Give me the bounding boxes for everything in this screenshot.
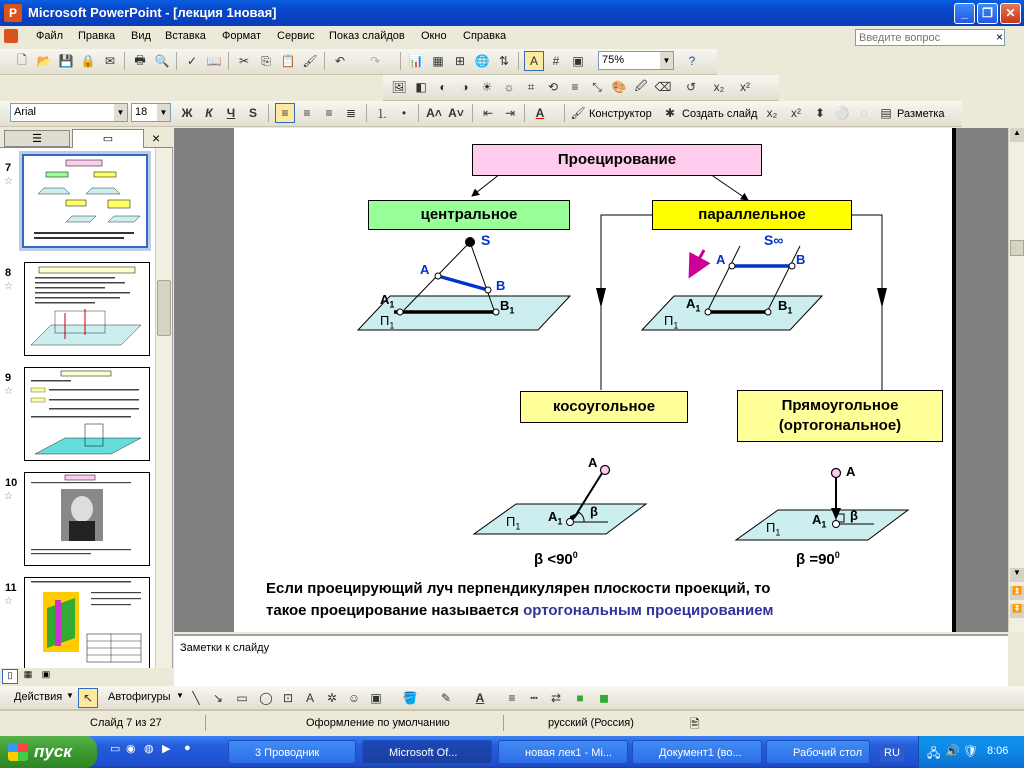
transition-star-icon: ☆ (4, 596, 13, 607)
design-template: Оформление по умолчанию (306, 717, 450, 729)
prev-slide-icon[interactable]: ⏫ (1010, 586, 1024, 600)
shrink-font-icon[interactable]: A˅ (448, 106, 464, 120)
slide-thumbnail-10[interactable] (24, 472, 150, 566)
chart-icon[interactable]: 📊 (408, 54, 424, 68)
redo-icon[interactable]: ↷ (369, 54, 381, 68)
label-B1-par: $B_1$ (778, 298, 793, 316)
clock: 8:06 (987, 745, 1009, 757)
window-title: Microsoft PowerPoint - [лекция 1новая] (28, 5, 277, 20)
designer-button[interactable]: Конструктор (589, 108, 652, 120)
notes-pane[interactable] (174, 634, 1008, 688)
opera-icon[interactable]: ● (184, 742, 191, 754)
formatting-toolbar (0, 101, 962, 127)
language-indicator[interactable]: RU (880, 744, 904, 762)
crop-icon[interactable]: ⌗ (527, 79, 535, 94)
taskbar-powerpoint[interactable]: Microsoft Of... (362, 740, 492, 764)
highlight-text: ортогональным проецированием (523, 602, 774, 619)
wordart-icon[interactable]: A (305, 691, 314, 705)
print-preview-icon[interactable]: 🔍 (154, 54, 170, 68)
cut-icon[interactable]: ✂ (238, 54, 250, 68)
format-picture-icon[interactable]: 🖉 (634, 78, 648, 93)
label-beta-eq-90: $\beta =90^0$ (796, 550, 840, 568)
spelling-icon[interactable]: ✓ (186, 54, 198, 68)
less-brightness-icon[interactable]: ☼ (503, 80, 515, 94)
slide-edge (952, 128, 956, 632)
taskbar-explorer[interactable]: 3 Проводник (228, 740, 356, 764)
rectangular-box[interactable] (737, 390, 943, 442)
label-A1-obl: $A_1$ (548, 509, 563, 527)
promote-icon[interactable]: ⬍ (814, 106, 826, 120)
new-slide-button[interactable]: Создать слайд (682, 108, 758, 120)
rectangle-icon[interactable]: ▭ (236, 691, 248, 705)
hyperlink-icon[interactable]: 🌐 (474, 54, 490, 68)
label-pi1-obl: $П_1$ (506, 514, 521, 532)
picture-icon[interactable]: ▣ (370, 691, 382, 705)
color-icon[interactable]: ◧ (415, 80, 427, 94)
menu-view[interactable]: Вид (131, 30, 151, 42)
menu-insert[interactable]: Вставка (165, 30, 206, 42)
standard-toolbar (0, 49, 717, 75)
format-painter-icon[interactable]: 🖌 (302, 54, 318, 68)
transition-star-icon: ☆ (4, 281, 13, 292)
label-B-par: B (796, 252, 806, 267)
decrease-indent-icon[interactable]: ⇤ (482, 106, 494, 120)
more-contrast-icon[interactable]: ◐ (439, 80, 447, 94)
slide-thumbnail-8[interactable] (24, 262, 150, 356)
more-brightness-icon[interactable]: ☀ (481, 80, 493, 94)
line-style-icon[interactable]: ≡ (571, 80, 579, 94)
research-icon[interactable]: 📖 (206, 54, 222, 68)
restore-button[interactable]: ❐ (977, 3, 998, 24)
designer-icon[interactable]: 🖌 (570, 106, 586, 120)
arrow-style-icon[interactable]: ⇄ (550, 691, 562, 705)
clipart-icon[interactable]: ☺ (347, 691, 361, 705)
security-icon[interactable]: 🛡 (963, 744, 979, 758)
print-icon[interactable]: 🖶 (134, 52, 146, 67)
show-formatting-icon[interactable]: A (524, 51, 544, 71)
align-center-icon[interactable]: ≡ (303, 106, 311, 120)
transition-icon[interactable]: ◌ (860, 106, 868, 120)
pane-tabs (0, 128, 173, 148)
slide-thumbnail-7[interactable] (22, 154, 148, 248)
parallel-box[interactable]: параллельное (652, 200, 852, 230)
menu-edit[interactable]: Правка (78, 30, 116, 42)
scroll-thumb[interactable] (157, 280, 171, 336)
scroll-thumb[interactable] (1010, 240, 1024, 256)
layout-button[interactable]: Разметка (897, 108, 945, 120)
recolor-icon[interactable]: 🎨 (611, 80, 627, 94)
windows-logo-icon (8, 743, 28, 761)
menu-window[interactable]: Окно (421, 30, 447, 42)
slide-scrollbar[interactable] (1008, 128, 1024, 632)
slide-counter: Слайд 7 из 27 (90, 717, 162, 729)
autoshapes-menu[interactable]: Автофигуры (108, 691, 171, 703)
select-pointer-icon[interactable]: ↖ (78, 688, 98, 708)
bullets-icon[interactable]: • (401, 106, 407, 120)
rotate-icon[interactable]: ⟲ (547, 80, 559, 94)
menu-help[interactable]: Справка (463, 30, 507, 42)
animation-icon[interactable]: ⚪ (834, 106, 850, 120)
slide-canvas[interactable] (234, 128, 952, 632)
new-slide-icon[interactable]: ✱ (664, 106, 676, 120)
slide-thumbnail-11[interactable] (24, 577, 150, 671)
diagram-icon[interactable]: ✲ (326, 691, 338, 705)
network-icon[interactable]: 🖧 (927, 746, 941, 760)
start-button[interactable] (0, 736, 97, 768)
open-icon[interactable]: 📂 (36, 54, 52, 68)
label-A-par: A (716, 252, 726, 267)
label-beta-obl: β (590, 504, 598, 519)
label-pi1-par: $П_1$ (664, 313, 679, 331)
start-label: пуск (34, 742, 72, 761)
grow-font-icon[interactable]: A˄ (426, 106, 442, 120)
insert-picture-icon[interactable]: 🖼 (391, 80, 407, 94)
font-color-draw-icon[interactable]: A (475, 691, 485, 705)
label-A1: $A_1$ (380, 292, 395, 310)
label-A-ort: A (846, 464, 856, 479)
superscript-icon-2[interactable]: x² (791, 106, 801, 120)
slide-sorter-icon[interactable]: ▦ (23, 669, 33, 679)
save-icon[interactable]: 💾 (58, 54, 74, 68)
slides-tab[interactable]: ▭ (72, 129, 144, 148)
line-icon[interactable]: ╲ (192, 691, 200, 705)
font-color-icon[interactable]: A (535, 106, 545, 120)
label-pi1-ort: $П_1$ (766, 520, 781, 538)
subscript-icon[interactable]: x₂ (713, 80, 725, 94)
slide-number: 7 (5, 162, 12, 174)
label-A1-ort: $A_1$ (812, 512, 827, 530)
view-buttons (0, 668, 173, 686)
transition-star-icon: ☆ (4, 491, 13, 502)
italic-button[interactable]: К (205, 106, 213, 120)
slide-number: 11 (5, 582, 17, 594)
rectangular-line2: (ортогональное) (778, 417, 902, 434)
close-doc-icon[interactable]: × (996, 30, 1004, 44)
expand-icon[interactable]: ⇅ (498, 54, 510, 68)
menu-format[interactable]: Формат (222, 30, 262, 42)
label-S-infinity: S∞ (764, 232, 784, 248)
label-A1-par: $A_1$ (686, 296, 701, 314)
close-pane-icon[interactable]: × (152, 130, 161, 146)
reset-picture-icon[interactable]: ↺ (685, 80, 697, 94)
label-A: A (420, 262, 430, 277)
label-B: B (496, 278, 506, 293)
zoom-select[interactable]: 75% ▼ (598, 51, 674, 70)
spelling-status-icon[interactable]: 🖹 (690, 717, 700, 731)
help-icon[interactable]: ? (688, 54, 696, 68)
underline-button[interactable]: Ч (226, 106, 236, 120)
menu-tools[interactable]: Сервис (277, 30, 315, 42)
slide-number: 10 (5, 477, 18, 489)
system-tray (918, 736, 1024, 768)
3d-style-icon[interactable]: ◼ (599, 691, 609, 705)
language-status: русский (Россия) (548, 717, 634, 729)
normal-view-icon[interactable]: ▯ (2, 669, 18, 684)
explorer-icon[interactable]: ◉ (126, 743, 136, 755)
label-A-obl: A (588, 455, 598, 470)
title-box[interactable]: Проецирование (472, 144, 762, 176)
powerpoint-app-icon[interactable]: P (4, 4, 22, 22)
taskbar-word-lecture[interactable]: новая лек1 - Mi... (498, 740, 628, 764)
line-color-icon[interactable]: ✎ (440, 691, 452, 705)
label-beta-lt-90: $\beta <90^0$ (534, 550, 578, 568)
table-icon[interactable]: ▦ (432, 54, 444, 68)
slide-number: 8 (5, 267, 12, 279)
slide-body-text[interactable] (266, 578, 946, 622)
firefox-icon[interactable]: ◍ (144, 743, 154, 755)
less-contrast-icon[interactable]: ◑ (461, 80, 469, 94)
label-S: S (481, 232, 491, 248)
font-name-select[interactable]: Arial ▼ (10, 103, 128, 122)
document-icon[interactable] (4, 29, 18, 43)
new-icon[interactable]: 🗋 (17, 52, 27, 67)
ask-question-input[interactable] (855, 29, 1005, 46)
dash-style-icon[interactable]: ┅ (530, 691, 538, 705)
picture-toolbar (383, 75, 779, 101)
slide-number: 9 (5, 372, 12, 384)
undo-icon[interactable]: ↶ (334, 54, 346, 68)
volume-icon[interactable]: 🔊 (945, 744, 960, 758)
label-B1: $B_1$ (500, 298, 515, 316)
oval-icon[interactable]: ◯ (259, 691, 273, 705)
align-right-icon[interactable]: ≡ (325, 106, 333, 120)
copy-icon[interactable]: ⎘ (261, 53, 271, 68)
taskbar-document1[interactable]: Документ1 (во... (632, 740, 762, 764)
transition-star-icon: ☆ (4, 176, 13, 187)
email-icon[interactable]: ✉ (104, 54, 116, 68)
minimize-button[interactable]: _ (954, 3, 975, 24)
media-icon[interactable]: ▶ (162, 743, 171, 755)
next-slide-icon[interactable]: ⏬ (1010, 604, 1024, 618)
textbox-icon[interactable]: ⊡ (282, 691, 294, 705)
scroll-down-icon[interactable]: ▼ (1010, 568, 1024, 582)
line-style-icon[interactable]: ≡ (508, 691, 516, 705)
numbering-icon[interactable]: ⒈ (375, 106, 388, 121)
shadow-style-icon[interactable]: ■ (576, 691, 584, 705)
fill-color-icon[interactable]: 🪣 (402, 691, 418, 705)
body-line-1: Если проецирующий луч перпендикулярен плоскости проекций, то (266, 580, 771, 597)
rectangular-line1: Прямоугольное (781, 397, 899, 414)
menu-slideshow[interactable]: Показ слайдов (329, 30, 405, 42)
central-box[interactable]: центральное (368, 200, 570, 230)
set-transparent-icon[interactable]: ⌫ (654, 80, 672, 94)
notes-placeholder: Заметки к слайду (180, 642, 270, 654)
title-bar (0, 0, 1024, 26)
actions-menu[interactable]: Действия (14, 691, 63, 703)
tables-borders-icon[interactable]: ⊞ (454, 54, 466, 68)
label-pi1: $П_1$ (380, 313, 395, 331)
color-grayscale-icon[interactable]: ▣ (572, 54, 584, 68)
menu-file[interactable]: Файл (36, 30, 64, 42)
body-line-2: такое проецирование называется ортогональным проецированием (266, 602, 774, 619)
subscript-icon-2[interactable]: x₂ (766, 106, 778, 120)
outline-tab[interactable]: ☰ (4, 130, 70, 147)
thumbnails-scrollbar[interactable] (155, 148, 172, 668)
align-left-icon[interactable]: ≡ (275, 103, 295, 123)
slide-thumbnail-9[interactable] (24, 367, 150, 461)
layout-icon[interactable]: ▤ (880, 106, 892, 120)
bold-button[interactable]: Ж (181, 106, 193, 120)
label-beta-ort: β (850, 508, 858, 523)
desktop-icon[interactable]: ▭ (110, 743, 121, 755)
shadow-button[interactable]: S (248, 106, 257, 120)
paste-icon[interactable]: 📋 (280, 54, 296, 68)
grid-icon[interactable]: # (552, 54, 560, 68)
taskbar-desktop[interactable]: Рабочий стол (766, 740, 870, 764)
slideshow-view-icon[interactable]: ▣ (41, 669, 51, 679)
status-bar (0, 710, 1024, 736)
superscript-icon[interactable]: x² (740, 80, 750, 94)
drawing-toolbar: Действия ▼ ↖ Автофигуры ▼ ╲ ↘ ▭ ◯ ⊡ A ✲ ☺ ▣ 🪣 ✎ A ≡ ┅ ⇄ ■ ◼ (0, 686, 1024, 710)
increase-indent-icon[interactable]: ⇥ (504, 106, 516, 120)
close-button[interactable]: ✕ (1000, 3, 1021, 24)
transition-star-icon: ☆ (4, 386, 13, 397)
arrow-icon[interactable]: ↘ (212, 691, 224, 705)
permission-icon[interactable]: 🔒 (80, 54, 96, 68)
font-size-select[interactable]: 18 ▼ (131, 103, 171, 122)
scroll-up-icon[interactable]: ▲ (1010, 128, 1024, 142)
oblique-box[interactable]: косоугольное (520, 391, 688, 423)
compress-icon[interactable]: ⤡ (592, 79, 602, 94)
justify-icon[interactable]: ≣ (345, 106, 357, 120)
